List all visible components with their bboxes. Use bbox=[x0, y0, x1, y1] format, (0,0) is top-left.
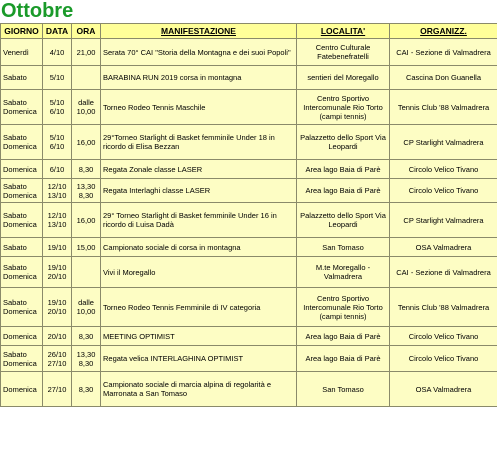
cell-data: 19/10 20/10 bbox=[43, 257, 72, 288]
cell-ora: 13,30 8,30 bbox=[72, 179, 101, 203]
cell-organizz: Circolo Velico Tivano bbox=[390, 346, 497, 372]
header-data: DATA bbox=[43, 24, 72, 39]
cell-localita: Palazzetto dello Sport Via Leopardi bbox=[297, 125, 390, 160]
cell-giorno: Domenica bbox=[1, 160, 43, 179]
cell-organizz: Cascina Don Guanella bbox=[390, 66, 497, 90]
cell-organizz: Circolo Velico Tivano bbox=[390, 179, 497, 203]
cell-localita: Area lago Baia di Parè bbox=[297, 327, 390, 346]
cell-organizz: CP Starlight Valmadrera bbox=[390, 125, 497, 160]
table-row bbox=[1, 288, 497, 327]
table-row bbox=[1, 66, 497, 90]
cell-giorno: Sabato bbox=[1, 66, 43, 90]
cell-localita: San Tomaso bbox=[297, 372, 390, 407]
cell-giorno: Sabato Domenica bbox=[1, 288, 43, 327]
cell-ora: 8,30 bbox=[72, 160, 101, 179]
header-ora: ORA bbox=[72, 24, 101, 39]
cell-manifestazione: Serata 70° CAI "Storia della Montagna e dei suoi Popoli" bbox=[101, 39, 297, 66]
cell-localita: Centro Sportivo Intercomunale Rio Torto (campi tennis) bbox=[297, 288, 390, 327]
cell-data: 27/10 bbox=[43, 372, 72, 407]
cell-ora: 16,00 bbox=[72, 125, 101, 160]
cell-manifestazione: 29° Torneo Starlight di Basket femminile Under 16 in ricordo di Luisa Dadà bbox=[101, 203, 297, 238]
cell-localita: San Tomaso bbox=[297, 238, 390, 257]
header-organizz: ORGANIZZ. bbox=[390, 24, 497, 39]
cell-data: 12/10 13/10 bbox=[43, 203, 72, 238]
table-row bbox=[1, 160, 497, 179]
table-row bbox=[1, 257, 497, 288]
table-row bbox=[1, 238, 497, 257]
table-row bbox=[1, 39, 497, 66]
table-row bbox=[1, 372, 497, 407]
cell-organizz: Tennis Club '88 Valmadrera bbox=[390, 90, 497, 125]
cell-data: 4/10 bbox=[43, 39, 72, 66]
cell-localita: sentieri del Moregallo bbox=[297, 66, 390, 90]
cell-giorno: Sabato Domenica bbox=[1, 203, 43, 238]
header-row bbox=[1, 24, 497, 39]
cell-ora bbox=[72, 257, 101, 288]
cell-organizz: CAI - Sezione di Valmadrera bbox=[390, 39, 497, 66]
cell-organizz: CAI - Sezione di Valmadrera bbox=[390, 257, 497, 288]
cell-organizz: OSA Valmadrera bbox=[390, 372, 497, 407]
table-row bbox=[1, 346, 497, 372]
cell-organizz: OSA Valmadrera bbox=[390, 238, 497, 257]
cell-giorno: Sabato Domenica bbox=[1, 257, 43, 288]
cell-manifestazione: Regata Zonale classe LASER bbox=[101, 160, 297, 179]
page-title: Ottobre bbox=[1, 0, 74, 22]
cell-giorno: Sabato bbox=[1, 238, 43, 257]
cell-manifestazione: BARABINA RUN 2019 corsa in montagna bbox=[101, 66, 297, 90]
table-row bbox=[1, 327, 497, 346]
cell-ora: dalle 10,00 bbox=[72, 288, 101, 327]
cell-manifestazione: Campionato sociale di corsa in montagna bbox=[101, 238, 297, 257]
cell-giorno: Sabato Domenica bbox=[1, 90, 43, 125]
cell-manifestazione: Torneo Rodeo Tennis Femminile di IV categoria bbox=[101, 288, 297, 327]
cell-localita: Centro Sportivo Intercomunale Rio Torto (campi tennis) bbox=[297, 90, 390, 125]
cell-localita: Area lago Baia di Parè bbox=[297, 160, 390, 179]
cell-data: 5/10 6/10 bbox=[43, 90, 72, 125]
cell-giorno: Domenica bbox=[1, 327, 43, 346]
cell-manifestazione: Vivi il Moregallo bbox=[101, 257, 297, 288]
header-manifestazione: MANIFESTAZIONE bbox=[101, 24, 297, 39]
header-localita: LOCALITA' bbox=[297, 24, 390, 39]
cell-ora: 16,00 bbox=[72, 203, 101, 238]
table-row bbox=[1, 203, 497, 238]
cell-data: 6/10 bbox=[43, 160, 72, 179]
cell-data: 20/10 bbox=[43, 327, 72, 346]
table-row bbox=[1, 90, 497, 125]
cell-localita: Area lago Baia di Parè bbox=[297, 346, 390, 372]
cell-localita: M.te Moregallo - Valmadrera bbox=[297, 257, 390, 288]
cell-localita: Palazzetto dello Sport Via Leopardi bbox=[297, 203, 390, 238]
cell-ora: 8,30 bbox=[72, 327, 101, 346]
cell-manifestazione: 29°Torneo Starlight di Basket femminile Under 18 in ricordo di Elisa Bezzan bbox=[101, 125, 297, 160]
cell-giorno: Sabato Domenica bbox=[1, 179, 43, 203]
cell-organizz: Tennis Club '88 Valmadrera bbox=[390, 288, 497, 327]
cell-ora: 8,30 bbox=[72, 372, 101, 407]
table-row bbox=[1, 125, 497, 160]
cell-manifestazione: Regata Interlaghi classe LASER bbox=[101, 179, 297, 203]
cell-ora: 21,00 bbox=[72, 39, 101, 66]
cell-data: 5/10 bbox=[43, 66, 72, 90]
cell-manifestazione: MEETING OPTIMIST bbox=[101, 327, 297, 346]
cell-data: 26/10 27/10 bbox=[43, 346, 72, 372]
header-giorno: GIORNO bbox=[1, 24, 43, 39]
events-table bbox=[0, 23, 497, 407]
cell-localita: Area lago Baia di Parè bbox=[297, 179, 390, 203]
cell-manifestazione: Campionato sociale di marcia alpina di regolarità e Marronata a San Tomaso bbox=[101, 372, 297, 407]
cell-data: 19/10 20/10 bbox=[43, 288, 72, 327]
cell-giorno: Venerdì bbox=[1, 39, 43, 66]
cell-organizz: Circolo Velico Tivano bbox=[390, 327, 497, 346]
cell-organizz: CP Starlight Valmadrera bbox=[390, 203, 497, 238]
cell-giorno: Domenica bbox=[1, 372, 43, 407]
cell-manifestazione: Torneo Rodeo Tennis Maschile bbox=[101, 90, 297, 125]
cell-ora: dalle 10,00 bbox=[72, 90, 101, 125]
cell-manifestazione: Regata velica INTERLAGHINA OPTIMIST bbox=[101, 346, 297, 372]
cell-ora: 15,00 bbox=[72, 238, 101, 257]
cell-localita: Centro Culturale Fatebenefratelli bbox=[297, 39, 390, 66]
cell-ora bbox=[72, 66, 101, 90]
cell-data: 5/10 6/10 bbox=[43, 125, 72, 160]
cell-giorno: Sabato Domenica bbox=[1, 125, 43, 160]
cell-giorno: Sabato Domenica bbox=[1, 346, 43, 372]
cell-data: 12/10 13/10 bbox=[43, 179, 72, 203]
cell-organizz: Circolo Velico Tivano bbox=[390, 160, 497, 179]
cell-data: 19/10 bbox=[43, 238, 72, 257]
table-row bbox=[1, 179, 497, 203]
cell-ora: 13,30 8,30 bbox=[72, 346, 101, 372]
